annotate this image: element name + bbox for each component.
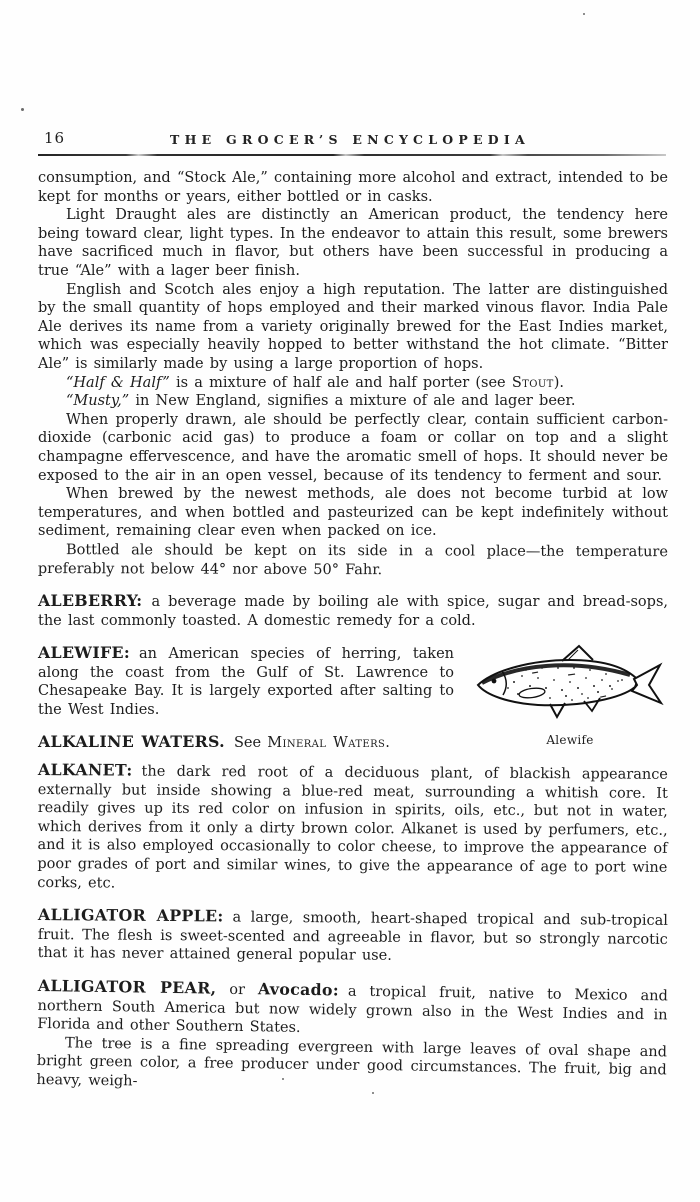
italic-phrase: “Musty,” bbox=[66, 393, 130, 410]
header-rule bbox=[38, 154, 666, 156]
entry-paragraph bbox=[38, 592, 668, 630]
paragraph bbox=[38, 392, 668, 411]
cross-reference: Stout bbox=[511, 374, 554, 391]
entry-text: an American species of herring, taken along the coast from the Gulf of St. Lawrence to Chesapeake Bay. It is largely exported after salting to the West Indies. bbox=[38, 646, 454, 719]
entry-alewife bbox=[38, 644, 668, 752]
entry-text: a beverage made by boiling ale with spice, sugar and bread-sops, the last commonly toasted. A domestic remedy for a cold. bbox=[38, 594, 668, 629]
entry-text: the dark red root of a deciduous plant, of blackish appearance externally but inside showing a blue-red meat, surrounding a whitish core. It readily gives up its red color on infusion in spirits, oils, etc., but not in water, which derives from it only a dirty brown color. Alkanet is used by perfumers, etc., and it is also employed occasionally to color cheese, to improve the appearance of poor grades of port and similar wines, to give the appearance of age to port wine corks, etc. bbox=[37, 763, 668, 892]
paragraph-text: ). bbox=[553, 374, 565, 391]
entry-text: a large, smooth, heart-shaped tropical and sub-tropical fruit. The flesh is sweet-scented and agreeable in flavor, but so strongly narcotic that it has never attained general popular use. bbox=[37, 909, 668, 965]
entry-headword: ALKALINE WATERS. bbox=[38, 731, 225, 751]
entry-paragraph: The tree is a fine spreading evergreen with large leaves of oval shape and bright green color, a free producer under good circumstances. The fruit, big and heavy, weigh- bbox=[36, 1035, 668, 1090]
entry-paragraph bbox=[37, 761, 668, 896]
cross-reference: Mineral Waters bbox=[267, 734, 386, 751]
paragraph: consumption, and “Stock Ale,” containing more alcohol and extract, intended to be kept for months or years, either bottled or in casks. bbox=[38, 170, 668, 205]
entry-headword: ALLIGATOR APPLE: bbox=[37, 905, 224, 926]
entry-headword: ALEWIFE: bbox=[38, 643, 131, 663]
entry-headword: ALKANET: bbox=[37, 760, 133, 780]
running-title: THE GROCER’S ENCYCLOPEDIA bbox=[170, 132, 530, 147]
paragraph: When properly drawn, ale should be perfectly clear, contain sufficient carbon-dioxide (carbonic acid gas) to produce a foam or collar on top and a slight champagne effervescence, and have the aromatic smell of hops. It should never be exposed to the air in an open vessel, because of its tendency to ferment and sour. bbox=[38, 411, 668, 484]
paragraph: English and Scotch ales enjoy a high reputation. The latter are distinguished by the small quantity of hops employed and their marked vinous flavor. India Pale Ale derives its name from a variety originally brewed for the East Indies market, which was especially heavily hopped to better withstand the hot climate. “Bitter Ale” is similarly made by using a large proportion of hops. bbox=[38, 281, 668, 372]
entry-headword-alt: Avocado: bbox=[257, 979, 340, 1000]
paragraph: When brewed by the newest methods, ale does not become turbid at low temperatures, and when bottled and pasteurized can be kept indefinitely without sediment, remaining clear even when packed on ice. bbox=[38, 486, 668, 540]
alewife-fish-illustration bbox=[472, 644, 668, 724]
entry-paragraph bbox=[38, 906, 668, 968]
entry-text: See bbox=[233, 734, 268, 751]
page-header bbox=[0, 0, 700, 148]
entry-paragraph bbox=[37, 977, 668, 1043]
page-body bbox=[38, 169, 668, 1090]
entry-alligator-apple bbox=[38, 906, 668, 968]
entry-alligator-pear bbox=[36, 977, 668, 1099]
figure-caption: Alewife bbox=[546, 732, 594, 747]
entry-alkanet bbox=[37, 761, 668, 896]
alewife-figure bbox=[472, 644, 668, 749]
italic-phrase: “Half & Half” bbox=[66, 374, 170, 391]
article-ale-continuation bbox=[38, 169, 668, 578]
paragraph: Bottled ale should be kept on its side in a cool place—the temperature preferably not below 44° nor above 50° Fahr. bbox=[37, 541, 668, 578]
entry-headword: ALLIGATOR PEAR, bbox=[37, 976, 217, 998]
entry-text: a tropical fruit, native to Mexico and northern South America but now widely grown also in the West Indies and in Florida and other Southern States. bbox=[37, 983, 668, 1037]
entry-aleberry bbox=[38, 592, 668, 630]
entry-text: or bbox=[216, 981, 259, 999]
entry-text: . bbox=[385, 734, 390, 751]
entry-headword: ALEBERRY: bbox=[38, 591, 143, 611]
paragraph: Light Draught ales are distinctly an American product, the tendency here being toward clear, light types. In the endeavor to attain this result, some brewers have sacrificed much in flavor, but others have been successful in producing a true “Ale” with a lager beer finish. bbox=[38, 207, 668, 279]
paragraph-text: is a mixture of half ale and half porter (see bbox=[169, 374, 512, 391]
page-number: 16 bbox=[44, 129, 66, 147]
paragraph bbox=[38, 374, 668, 393]
paragraph-text: in New England, signifies a mixture of ale and lager beer. bbox=[129, 393, 576, 410]
